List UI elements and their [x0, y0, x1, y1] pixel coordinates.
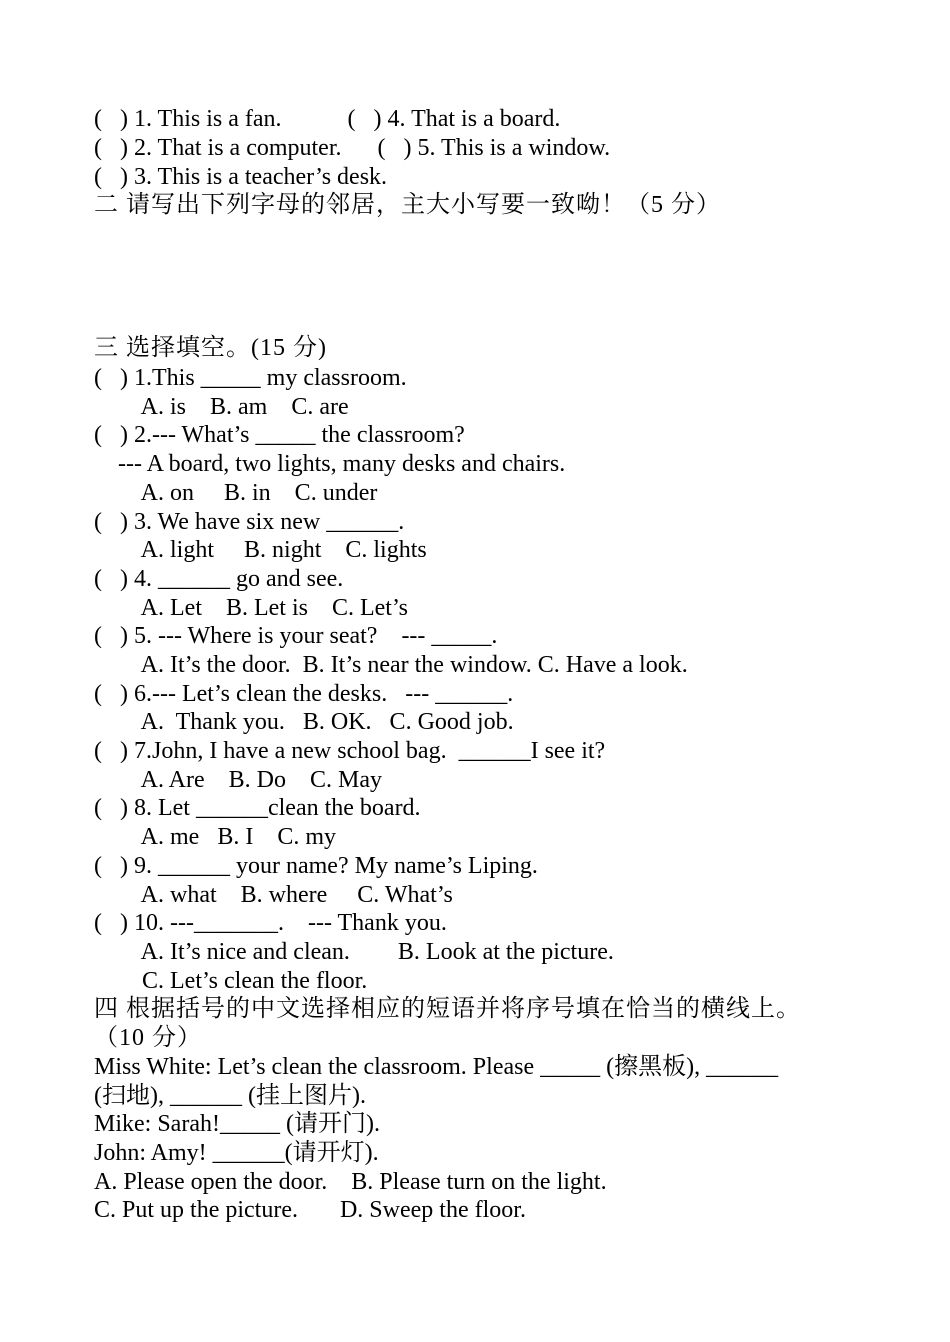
part4-line-4: John: Amy! ______(请开灯).	[94, 1140, 379, 1166]
part3-q1: ( ) 1.This _____ my classroom.	[94, 365, 407, 391]
part1-line-3: ( ) 3. This is a teacher’s desk.	[94, 164, 388, 190]
part3-q3-options: A. light B. night C. lights	[94, 537, 427, 563]
part3-q1-options: A. is B. am C. are	[94, 394, 349, 420]
part3-q6: ( ) 6.--- Let’s clean the desks. --- ______.	[94, 681, 514, 707]
part3-q10-options-ab: A. It’s nice and clean. B. Look at the picture.	[94, 939, 614, 965]
part3-q3: ( ) 3. We have six new ______.	[94, 509, 405, 535]
part4-option-ab: A. Please open the door. B. Please turn on the light.	[94, 1169, 607, 1195]
part4-heading-line-2: （10 分）	[94, 1025, 202, 1051]
part4-line-1: Miss White: Let’s clean the classroom. Please _____ (擦黑板), ______	[94, 1054, 779, 1080]
part4-option-cd: C. Put up the picture. D. Sweep the floor.	[94, 1197, 526, 1223]
part3-q9-options: A. what B. where C. What’s	[94, 882, 453, 908]
part3-q5: ( ) 5. --- Where is your seat? --- _____.	[94, 623, 498, 649]
part3-q9: ( ) 9. ______ your name? My name’s Liping.	[94, 853, 538, 879]
part3-q10-options-c: C. Let’s clean the floor.	[94, 968, 368, 994]
part3-heading: 三 选择填空。(15 分)	[94, 335, 327, 361]
part4-heading-line-1: 四 根据括号的中文选择相应的短语并将序号填在恰当的横线上。	[94, 996, 801, 1022]
part3-q2: ( ) 2.--- What’s _____ the classroom?	[94, 422, 465, 448]
part3-q2-answer: --- A board, two lights, many desks and chairs.	[94, 451, 566, 477]
part3-q5-options: A. It’s the door. B. It’s near the window. C. Have a look.	[94, 652, 688, 678]
part3-q7-options: A. Are B. Do C. May	[94, 767, 382, 793]
part3-q4-options: A. Let B. Let is C. Let’s	[94, 595, 408, 621]
part3-q2-options: A. on B. in C. under	[94, 480, 378, 506]
part3-q10: ( ) 10. ---_______. --- Thank you.	[94, 910, 447, 936]
part3-q8-options: A. me B. I C. my	[94, 824, 337, 850]
part3-q8: ( ) 8. Let ______clean the board.	[94, 795, 421, 821]
part3-q4: ( ) 4. ______ go and see.	[94, 566, 344, 592]
part3-q7: ( ) 7.John, I have a new school bag. ______I see it?	[94, 738, 606, 764]
part1-line-2: ( ) 2. That is a computer. ( ) 5. This is a window.	[94, 135, 611, 161]
part4-line-3: Mike: Sarah!_____ (请开门).	[94, 1111, 380, 1137]
part1-line-1: ( ) 1. This is a fan. ( ) 4. That is a board.	[94, 106, 561, 132]
part4-line-2: (扫地), ______ (挂上图片).	[94, 1083, 366, 1109]
part3-q6-options: A. Thank you. B. OK. C. Good job.	[94, 709, 514, 735]
part2-heading: 二 请写出下列字母的邻居，主大小写要一致呦！（5 分）	[94, 192, 721, 218]
